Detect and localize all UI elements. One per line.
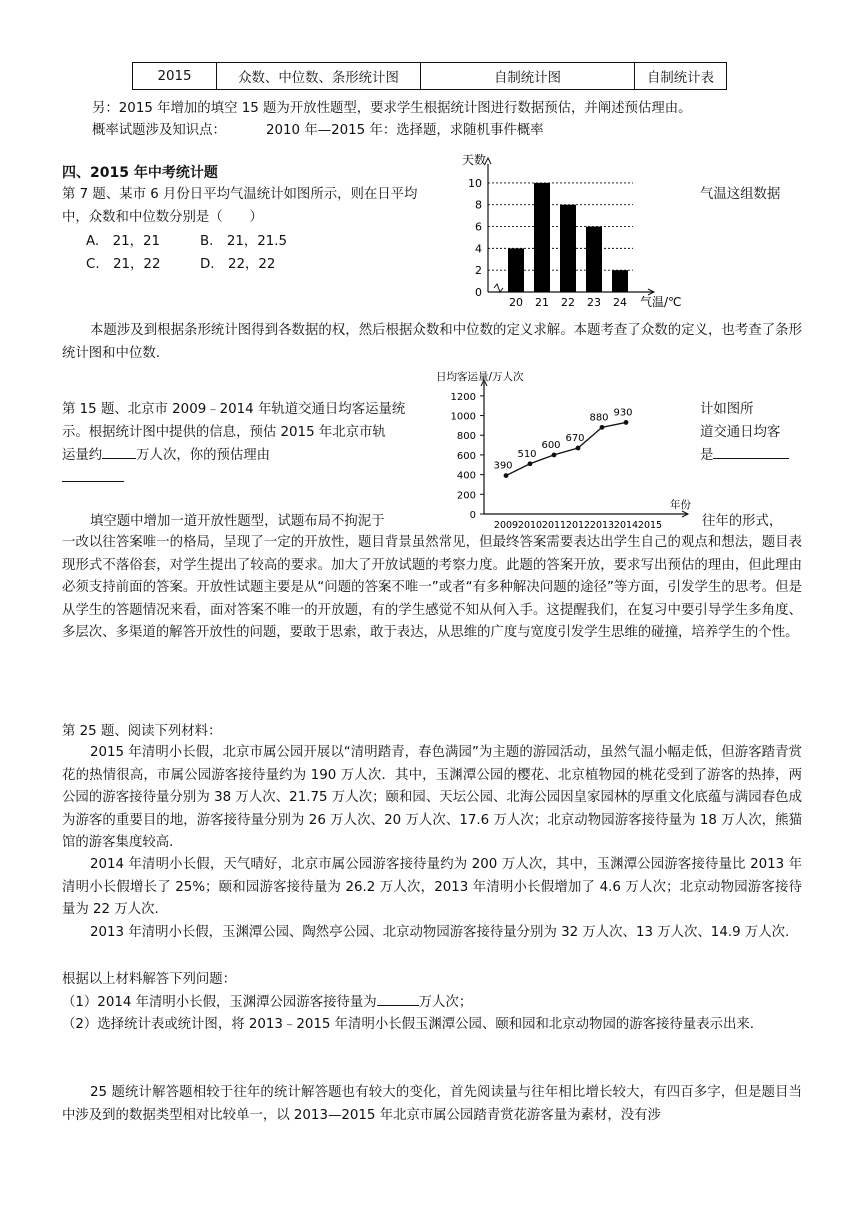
data-point: [600, 425, 605, 430]
bar: [508, 248, 524, 292]
curriculum-table: [132, 62, 727, 90]
q25-paragraph-2013: 2013 年清明小长假，玉渊潭公园、陶然亭公园、北京动物园游客接待量分别为 32 万人次、13 万人次、14.9 万人次.: [90, 925, 790, 940]
data-point: [624, 420, 629, 425]
bar: [534, 183, 550, 292]
q25-sub1: [62, 991, 472, 1010]
x-tick-label: 2015: [637, 520, 663, 530]
table-cell-topic: 众数、中位数、条形统计图: [217, 63, 421, 90]
q15-reason-blank-2: [62, 468, 124, 482]
bar: [560, 205, 576, 292]
x-tick-label: 2011: [541, 520, 567, 530]
probability-label: 概率试题涉及知识点：: [92, 123, 226, 138]
x-tick-label: 20: [509, 296, 523, 309]
y-axis-label: 日均客运量/万人次: [436, 371, 524, 383]
option-c: C. 21，22: [86, 257, 161, 272]
data-point: [504, 473, 509, 478]
data-label: 510: [517, 448, 537, 460]
q15-line3-start: 运量约: [62, 448, 103, 463]
y-tick-label: 10: [468, 176, 482, 190]
q25-sub1-start: （1）2014 年清明小长假，玉渊潭公园游客接待量为: [62, 995, 377, 1010]
y-tick-label: 200: [456, 490, 476, 502]
data-label: 600: [541, 439, 561, 451]
q7-line1: 第 7 题、某市 6 月份日平均气温统计如图所示，则在日平均: [62, 187, 418, 202]
x-axis-label: 气温/℃: [640, 295, 682, 309]
x-tick-label: 2009: [493, 520, 519, 530]
x-tick-label: 2014: [613, 520, 639, 530]
data-label: 930: [613, 407, 633, 419]
x-tick-label: 2010: [517, 520, 543, 530]
q15-line3: [62, 444, 270, 463]
data-label: 880: [589, 412, 609, 424]
temperature-bar-chart: [448, 150, 698, 310]
q15-line3-right-wrap: [700, 444, 789, 463]
option-d: D. 22，22: [200, 257, 276, 272]
data-point: [576, 446, 581, 451]
y-tick-label: 0: [469, 510, 476, 521]
q15-comment-first-right: 往年的形式，: [702, 514, 783, 529]
y-tick-label: 2: [475, 264, 482, 278]
q15-answer-blank: [102, 445, 136, 459]
q15-line1: 第 15 题、北京市 2009﹣2014 年轨道交通日均客运量统: [62, 402, 406, 417]
axis-break: [494, 284, 503, 292]
q15-line3-right: 是: [700, 448, 714, 463]
bar: [612, 270, 628, 292]
q25-paragraph-2014: 2014 年清明小长假，天气晴好，北京市属公园游客接待量约为 200 万人次，其中，玉渊潭公园游客接待量比 2013 年清明小长假增长了 25%；颐和园游客接待量为 26.2 万人次，2013 年清明小长假增加了 4.6 万人次；北京动物园游客接待量为 22 万人次.: [62, 857, 802, 918]
y-tick-label: 1000: [450, 411, 476, 423]
q15-reason-blank-2-wrap: [62, 468, 124, 486]
x-tick-label: 2012: [565, 520, 591, 530]
data-point: [552, 453, 557, 458]
q7-line2: 中，众数和中位数分别是（ ）: [62, 210, 263, 225]
probability-content: 2010 年—2015 年：选择题，求随机事件概率: [266, 123, 544, 138]
y-tick-label: 8: [475, 198, 482, 212]
y-axis-label: 天数: [462, 153, 487, 167]
x-axis-label: 年份: [670, 499, 691, 511]
y-tick-label: 1200: [450, 391, 476, 403]
y-tick-label: 800: [456, 431, 476, 443]
q25-sub1-blank: [377, 992, 419, 1006]
q25-sub2: （2）选择统计表或统计图，将 2013﹣2015 年清明小长假玉渊潭公园、颐和园和北京动物园的游客接待量表示出来.: [62, 1017, 755, 1032]
y-tick-label: 400: [456, 470, 476, 482]
note-text: 另：2015 年增加的填空 15 题为开放性题型，要求学生根据统计图进行数据预估，并阐述预估理由。: [92, 101, 692, 116]
bar: [586, 227, 602, 292]
y-tick-label: 600: [456, 450, 476, 462]
q7-line1-right: 气温这组数据: [700, 187, 781, 202]
q15-line2: 示。根据统计图中提供的信息，预估 2015 年北京市轨: [62, 425, 386, 440]
option-a: A. 21，21: [86, 234, 161, 249]
q25-title: 第 25 题、阅读下列材料：: [62, 724, 222, 739]
table-row: [133, 63, 727, 90]
x-tick-label: 2013: [589, 520, 615, 530]
q15-reason-blank: [713, 445, 789, 459]
x-tick-label: 23: [587, 296, 601, 309]
q25-paragraph-2015: 2015 年清明小长假，北京市属公园开展以“清明踏青，春色满园”为主题的游园活动，虽然气温小幅走低，但游客踏青赏花的热情很高，市属公园游客接待量约为 190 万人次．其中，玉渊潭公园的樱花、北京植物园的桃花受到了游客的热捧，两公园的游客接待量分别为 38 万人次、21.75 万人次；颐和园、天坛公园、北海公园因皇家园林的厚重文化底蕴与满园春色成为游客的重要目的地，游客接待量分别为 26 万人次、20 万人次、17.6 万人次；北京动物园游客接待量为 18 万人次，熊猫馆的游客集度较高．: [62, 745, 802, 851]
q25-comment: 25 题统计解答题相较于往年的统计解答题也有较大的变化，首先阅读量与往年相比增长较大，有四百多字，但是题目当中涉及到的数据类型相对比较单一，以 2013—2015 年北京市属公园踏青赏花游客量为素材，没有涉: [62, 1085, 802, 1123]
ridership-line-chart: [434, 368, 696, 530]
data-label: 670: [565, 433, 585, 445]
q15-line1-right: 计如图所: [700, 402, 754, 417]
x-tick-label: 22: [561, 296, 575, 309]
q25-sub1-end: 万人次；: [418, 995, 473, 1010]
y-tick-label: 4: [475, 242, 482, 256]
q15-line3-mid: 万人次，你的预估理由: [136, 448, 271, 463]
table-cell-year: 2015: [133, 63, 217, 90]
section-heading: 四、2015 年中考统计题: [62, 165, 218, 181]
y-tick-label: 6: [475, 220, 482, 234]
option-b: B. 21，21.5: [200, 234, 288, 249]
q15-line2-right: 道交通日均客: [700, 425, 781, 440]
x-tick-label: 21: [535, 296, 549, 309]
q15-comment-first: 填空题中增加一道开放性题型，试题布局不拘泥于: [90, 514, 385, 529]
table-cell-type2: 自制统计表: [635, 63, 727, 90]
q25-answer-intro: 根据以上材料解答下列问题：: [62, 972, 237, 987]
table-cell-type: 自制统计图: [421, 63, 635, 90]
data-label: 390: [493, 460, 513, 472]
q15-comment-rest: 一改以往答案唯一的格局，呈现了一定的开放性，题目背景虽然常见，但最终答案需要表达出学生自己的观点和想法，题目表现形式不落俗套，对学生提出了较高的要求。加大了开放试题的考察力度。此题的答案开放，要求写出预估的理由，但此理由必须支持前面的答案。开放性试题主要是从“问题的答案不唯一”或者“有多种解决问题的途径”等方面，引发学生的思考。但是从学生的答题情况来看，面对答案不唯一的开放题，有的学生感觉不知从何入手。这提醒我们，在复习中要引导学生多角度、多层次、多渠道的解答开放性的问题，要敢于思索，敢于表达，从思维的广度与宽度引发学生思维的碰撞，培养学生的个性。: [62, 535, 802, 641]
x-tick-label: 24: [613, 296, 627, 309]
data-point: [528, 461, 533, 466]
y-tick-label: 0: [475, 286, 482, 299]
q7-analysis: 本题涉及到根据条形统计图得到各数据的权，然后根据众数和中位数的定义求解。本题考查了众数的定义，也考查了条形统计图和中位数.: [62, 323, 802, 361]
